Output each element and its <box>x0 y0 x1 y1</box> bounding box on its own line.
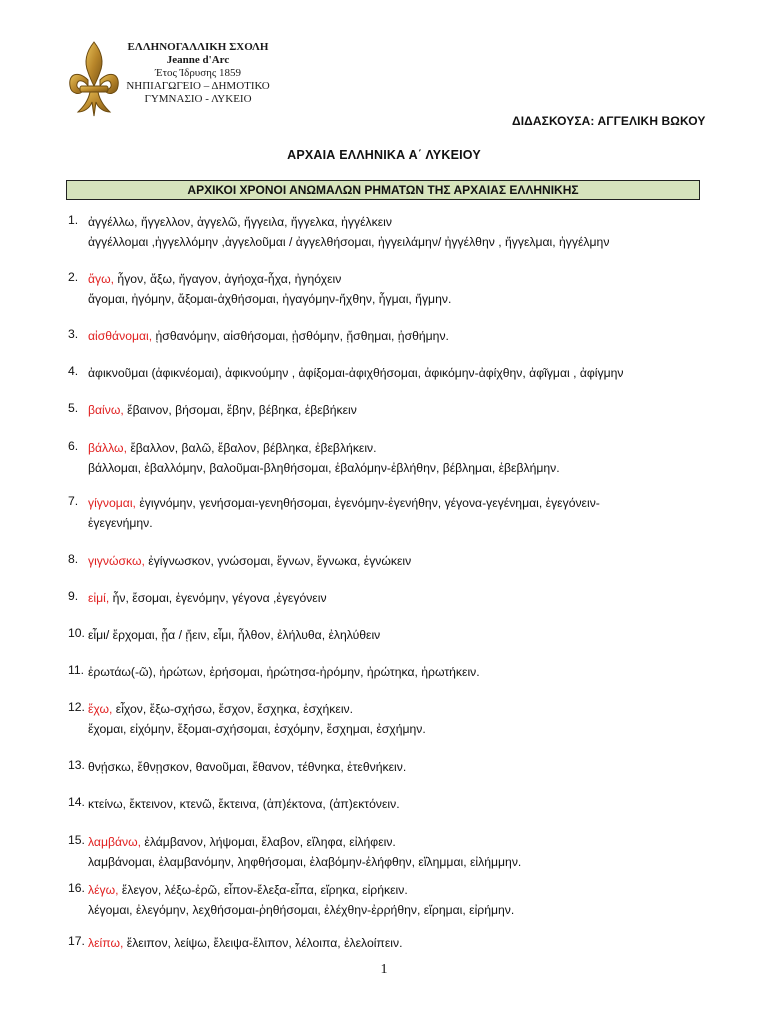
verb-item-number: 6. <box>68 439 79 453</box>
active-forms-line <box>88 270 451 290</box>
verb-principal-parts: κτείνω, ἔκτεινον, κτενῶ, ἔκτεινα, (ἀπ)έκτονα, (ἀπ)εκτόνειν. <box>88 797 400 811</box>
verb-forms <box>88 626 380 646</box>
passive-forms-line: ἔχομαι, εἰχόμην, ἕξομαι-σχήσομαι, ἐσχόμην, ἔσχημαι, ἐσχήμην. <box>88 722 426 736</box>
verb-principal-parts: εἶμι/ ἔρχομαι, ᾖα / ᾔειν, εἶμι, ἦλθον, ἐλήλυθα, ἐληλύθειν <box>88 628 381 642</box>
verb-forms <box>88 934 402 954</box>
verb-item-number: 11. <box>68 663 85 677</box>
verb-lemma: λέγω, <box>88 883 119 897</box>
verb-forms <box>88 795 400 815</box>
verb-lemma: γιγνώσκω, <box>88 554 145 568</box>
verb-lemma: λείπω, <box>88 936 124 950</box>
active-forms-line <box>88 700 426 720</box>
verb-lemma: λαμβάνω, <box>88 835 142 849</box>
teacher-name: ΔΙΔΑΣΚΟΥΣΑ: ΑΓΓΕΛΙΚΗ ΒΩΚΟΥ <box>512 114 706 128</box>
verb-forms <box>88 700 426 740</box>
school-name-french: Jeanne d'Arc <box>166 54 230 66</box>
verb-principal-parts: ἔβαλλον, βαλῶ, ἔβαλον, βέβληκα, ἐβεβλήκειν. <box>126 441 377 455</box>
verb-lemma: αἰσθάνομαι, <box>88 329 153 343</box>
passive-forms-line: λέγομαι, ἐλεγόμην, λεχθήσομαι-ῥηθήσομαι, ἐλέχθην-ἐρρήθην, εἴρημαι, εἰρήμην. <box>88 903 515 917</box>
verb-forms <box>88 327 449 347</box>
verb-principal-parts: ἔλεγον, λέξω-ἐρῶ, εἶπον-ἔλεξα-εἶπα, εἴρηκα, εἰρήκειν. <box>118 883 408 897</box>
school-levels-line1: ΝΗΠΙΑΓΩΓΕΙΟ – ΔΗΜΟΤΙΚΟ <box>126 80 270 92</box>
verb-forms <box>88 833 521 873</box>
active-forms-line <box>88 795 400 815</box>
verb-forms <box>88 881 514 921</box>
verb-forms <box>88 552 411 572</box>
active-forms-line <box>88 626 380 646</box>
verb-lemma: γίγνομαι, <box>88 496 136 510</box>
verb-forms <box>88 270 451 310</box>
verb-lemma: ἄγω, <box>88 272 115 286</box>
verb-lemma: ἔχω, <box>88 702 113 716</box>
passive-forms-line: ἀγγέλλομαι ,ἠγγελλόμην ,ἀγγελοῦμαι / ἀγγελθήσομαι, ἠγγειλάμην/ ἠγγέλθην , ἤγγελμαι, ἠγγέλμην <box>88 235 610 249</box>
verb-lemma: εἰμί, <box>88 591 110 605</box>
verb-forms <box>88 494 600 534</box>
school-header <box>122 41 274 106</box>
verb-item-number: 4. <box>68 364 79 378</box>
verb-forms <box>88 758 406 778</box>
verb-forms <box>88 663 480 683</box>
active-forms-line <box>88 589 327 609</box>
school-name: ΕΛΛΗΝΟΓΑΛΛΙΚΗ ΣΧΟΛΗ <box>127 41 269 53</box>
verb-lemma: βάλλω, <box>88 441 127 455</box>
verb-item-number: 17. <box>68 934 85 948</box>
active-forms-line <box>88 364 624 384</box>
school-levels-line2: ΓΥΜΝΑΣΙΟ - ΛΥΚΕΙΟ <box>144 93 252 105</box>
verb-forms <box>88 401 357 421</box>
school-founded: Έτος Ίδρυσης 1859 <box>154 67 242 79</box>
verb-principal-parts: ἐγίγνωσκον, γνώσομαι, ἔγνων, ἔγνωκα, ἐγνώκειν <box>144 554 412 568</box>
verb-item-number: 5. <box>68 401 79 415</box>
active-forms-line <box>88 494 600 514</box>
verb-item-number: 13. <box>68 758 85 772</box>
document-title: ΑΡΧΑΙΑ ΕΛΛΗΝΙΚΑ Α΄ ΛΥΚΕΙΟΥ <box>287 148 481 162</box>
active-forms-line <box>88 758 406 778</box>
verb-item-number: 1. <box>68 213 79 227</box>
passive-forms-line: ἐγεγενήμην. <box>88 516 153 530</box>
active-forms-line <box>88 327 449 347</box>
verb-item-number: 7. <box>68 494 79 508</box>
verb-item-number: 8. <box>68 552 79 566</box>
verb-item-number: 3. <box>68 327 79 341</box>
active-forms-line <box>88 663 480 683</box>
section-title-box: ΑΡΧΙΚΟΙ ΧΡΟΝΟΙ ΑΝΩΜΑΛΩΝ ΡΗΜΑΤΩΝ ΤΗΣ ΑΡΧΑΙΑΣ ΕΛΛΗΝΙΚΗΣ <box>66 180 700 200</box>
active-forms-line <box>88 934 402 954</box>
verb-principal-parts: ἦγον, ἄξω, ἤγαγον, ἀγήοχα-ἦχα, ἠγηόχειν <box>114 272 342 286</box>
active-forms-line <box>88 213 609 233</box>
passive-forms-line: βάλλομαι, ἐβαλλόμην, βαλοῦμαι-βληθήσομαι, ἐβαλόμην-ἐβλήθην, βέβλημαι, ἐβεβλήμην. <box>88 461 560 475</box>
active-forms-line <box>88 881 514 901</box>
verb-principal-parts: ἀγγέλλω, ἤγγελλον, ἀγγελῶ, ἤγγειλα, ἤγγελκα, ἠγγέλκειν <box>88 215 392 229</box>
verb-principal-parts: ἔβαινον, βήσομαι, ἔβην, βέβηκα, ἐβεβήκειν <box>123 403 357 417</box>
verb-item-number: 10. <box>68 626 85 640</box>
passive-forms-line: ἄγομαι, ἠγόμην, ἄξομαι-ἀχθήσομαι, ἠγαγόμην-ἤχθην, ἦγμαι, ἤγμην. <box>88 292 452 306</box>
active-forms-line <box>88 552 411 572</box>
verb-principal-parts: ἐγιγνόμην, γενήσομαι-γενηθήσομαι, ἐγενόμην-ἐγενήθην, γέγονα-γεγένημαι, ἐγεγόνειν- <box>135 496 600 510</box>
verb-principal-parts: ἔλειπον, λείψω, ἔλειψα-ἔλιπον, λέλοιπα, ἐλελοίπειν. <box>123 936 403 950</box>
page-number: 1 <box>380 962 388 977</box>
verb-principal-parts: εἶχον, ἕξω-σχήσω, ἔσχον, ἔσχηκα, ἐσχήκειν. <box>112 702 354 716</box>
verb-principal-parts: θνῄσκω, ἔθνῃσκον, θανοῦμαι, ἔθανον, τέθνηκα, ἐτεθνήκειν. <box>88 760 407 774</box>
verb-item-number: 12. <box>68 700 85 714</box>
verb-forms <box>88 439 560 479</box>
verb-forms <box>88 213 609 253</box>
verb-item-number: 16. <box>68 881 85 895</box>
passive-forms-line: λαμβάνομαι, ἐλαμβανόμην, ληφθήσομαι, ἐλαβόμην-ἐλήφθην, εἴλημμαι, εἰλήμμην. <box>88 855 522 869</box>
active-forms-line <box>88 401 357 421</box>
verb-item-number: 14. <box>68 795 85 809</box>
active-forms-line <box>88 833 521 853</box>
verb-principal-parts: ἐρωτάω(-ῶ), ἠρώτων, ἐρήσομαι, ἠρώτησα-ἠρόμην, ἠρώτηκα, ἠρωτήκειν. <box>88 665 480 679</box>
school-logo-fleur-de-lis-icon <box>66 40 122 120</box>
active-forms-line <box>88 439 560 459</box>
verb-principal-parts: ἐλάμβανον, λήψομαι, ἔλαβον, εἴληφα, εἰλήφειν. <box>141 835 396 849</box>
verb-forms <box>88 589 327 609</box>
verb-item-number: 15. <box>68 833 85 847</box>
verb-principal-parts: ᾐσθανόμην, αἰσθήσομαι, ᾐσθόμην, ᾔσθημαι, ᾐσθήμην. <box>152 329 449 343</box>
verb-item-number: 9. <box>68 589 79 603</box>
verb-item-number: 2. <box>68 270 79 284</box>
verb-principal-parts: ἦν, ἔσομαι, ἐγενόμην, γέγονα ,ἐγεγόνειν <box>109 591 327 605</box>
verb-principal-parts: ἀφικνοῦμαι (ἀφικνέομαι), ἀφικνούμην , ἀφίξομαι-ἀφιχθήσομαι, ἀφικόμην-ἀφίχθην, ἀφῖγμαι , ἀφίγμην <box>88 366 624 380</box>
verb-lemma: βαίνω, <box>88 403 124 417</box>
verb-forms <box>88 364 624 384</box>
